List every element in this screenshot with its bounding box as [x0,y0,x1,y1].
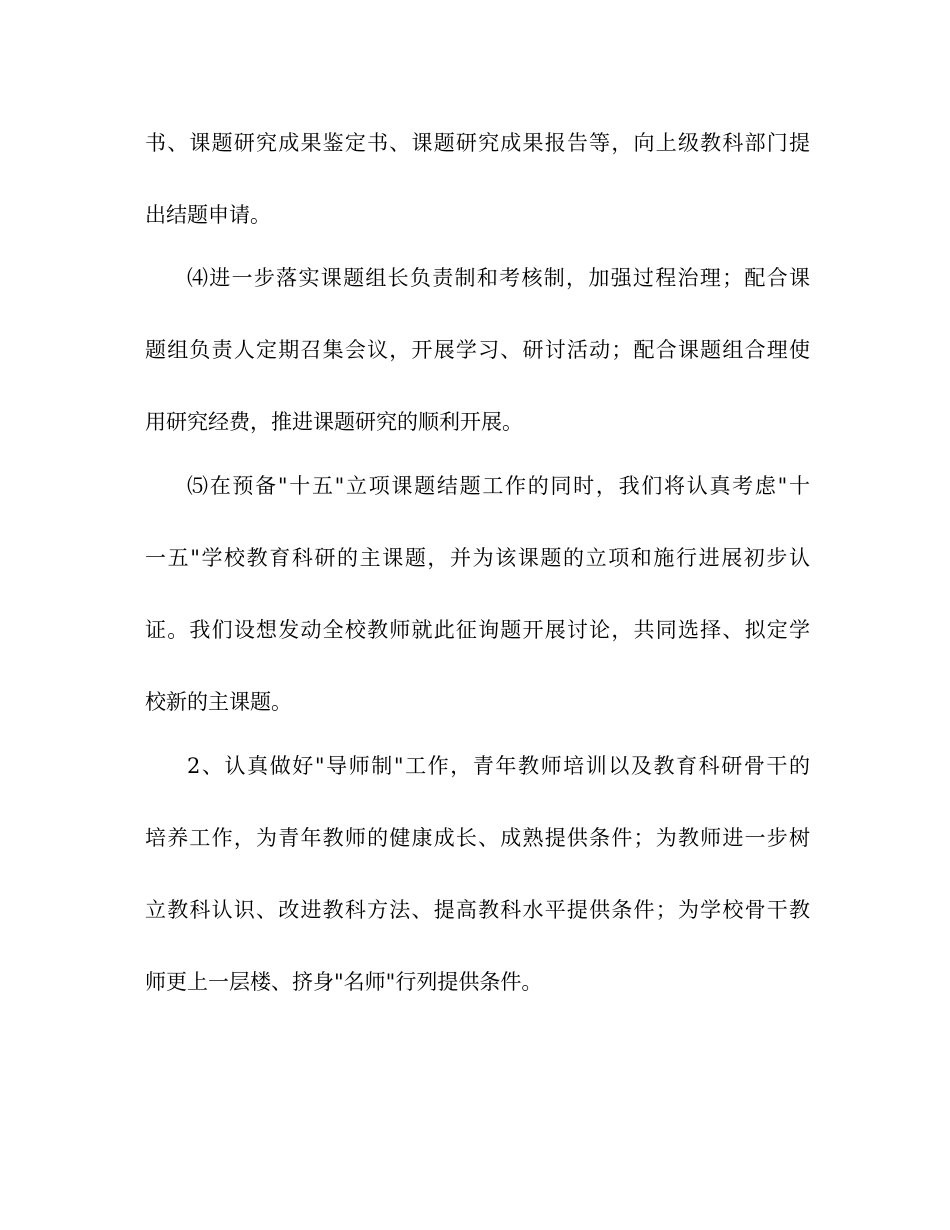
text-line: 一五"学校教育科研的主课题，并为该课题的立项和施行进展初步认 [145,546,810,570]
text-line: 书、课题研究成果鉴定书、课题研究成果报告等，向上级教科部门提 [145,131,810,155]
text-line: 立教科认识、改进教科方法、提高教科水平提供条件；为学校骨干教 [145,898,810,922]
text-line: 校新的主课题。 [145,690,292,714]
text-line: 2、认真做好"导师制"工作，青年教师培训以及教育科研骨干的 [187,754,810,778]
text-line: 师更上一层楼、挤身"名师"行列提供条件。 [145,970,543,994]
text-line: ⑸在预备"十五"立项课题结题工作的同时，我们将认真考虑"十 [187,474,810,498]
text-line: 培养工作，为青年教师的健康成长、成熟提供条件；为教师进一步树 [145,826,810,850]
text-line: 题组负责人定期召集会议，开展学习、研讨活动；配合课题组合理使 [145,338,810,362]
text-line: 证。我们设想发动全校教师就此征询题开展讨论，共同选择、拟定学 [145,618,810,642]
text-line: ⑷进一步落实课题组长负责制和考核制，加强过程治理；配合课 [187,266,810,290]
text-line: 出结题申请。 [145,203,271,227]
text-line: 用研究经费，推进课题研究的顺利开展。 [145,410,523,434]
